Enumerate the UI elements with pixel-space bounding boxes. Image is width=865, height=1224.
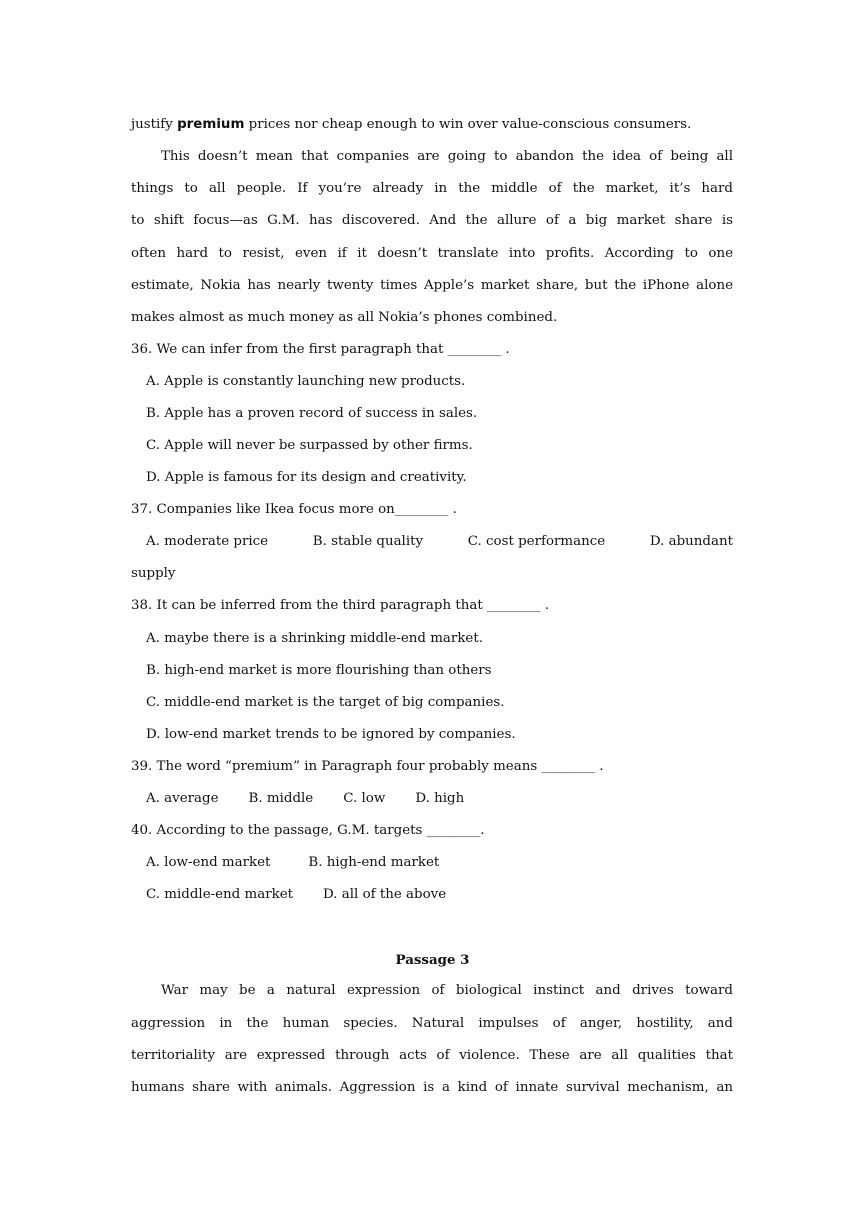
question-stem: 36. We can infer from the first paragraph that ________ . <box>131 342 510 357</box>
question-stem: 37. Companies like Ikea focus more on________ . <box>131 502 457 517</box>
answer-option: D. all of the above <box>323 887 447 902</box>
answer-option: A. maybe there is a shrinking middle-end market. <box>146 631 483 646</box>
answer-option: B. high-end market <box>308 855 440 870</box>
text-run: justify <box>131 117 178 132</box>
answer-option: A. average <box>146 791 219 806</box>
answer-options-row <box>146 789 733 809</box>
question-stem: 39. The word “premium” in Paragraph four probably means ________ . <box>131 759 604 774</box>
paragraph-line: This doesn’t mean that companies are going to abandon the idea of being all <box>161 149 733 164</box>
answer-options-row <box>146 885 733 905</box>
answer-option: A. Apple is constantly launching new products. <box>146 374 466 389</box>
answer-option: D. low-end market trends to be ignored by companies. <box>146 727 516 742</box>
answer-option: D. abundant <box>649 534 733 549</box>
answer-option: D. high <box>415 791 465 806</box>
answer-option: B. Apple has a proven record of success in sales. <box>146 406 478 421</box>
answer-option: B. high-end market is more flourishing than others <box>146 663 492 678</box>
paragraph-line: territoriality are expressed through acts of violence. These are all qualities that <box>131 1048 733 1063</box>
answer-option: C. Apple will never be surpassed by other firms. <box>146 438 473 453</box>
paragraph-line <box>131 115 733 135</box>
option-continuation: supply <box>131 566 176 581</box>
answer-option: C. middle-end market <box>146 887 294 902</box>
section-title: Passage 3 <box>395 952 470 968</box>
answer-option: B. stable quality <box>312 534 424 549</box>
paragraph-line: estimate, Nokia has nearly twenty times Apple’s market share, but the iPhone alone <box>131 278 733 293</box>
answer-option: D. Apple is famous for its design and creativity. <box>146 470 467 485</box>
bold-word: premium <box>177 117 245 132</box>
paragraph-line: to shift focus—as G.M. has discovered. And the allure of a big market share is <box>131 213 733 228</box>
paragraph-line: aggression in the human species. Natural impulses of anger, hostility, and <box>131 1016 733 1031</box>
answer-option: C. cost performance <box>467 534 606 549</box>
answer-option: C. middle-end market is the target of big companies. <box>146 695 505 710</box>
paragraph-line: makes almost as much money as all Nokia’s phones combined. <box>131 310 558 325</box>
question-stem: 40. According to the passage, G.M. targets ________. <box>131 823 485 838</box>
answer-option: B. middle <box>248 791 314 806</box>
paragraph-line: often hard to resist, even if it doesn’t translate into profits. According to one <box>131 246 733 261</box>
paragraph-line: things to all people. If you’re already in the middle of the market, it’s hard <box>131 181 733 196</box>
answer-options-row <box>146 532 733 552</box>
paragraph-line: humans share with animals. Aggression is a kind of innate survival mechanism, an <box>131 1080 733 1095</box>
question-stem: 38. It can be inferred from the third paragraph that ________ . <box>131 598 550 613</box>
answer-option: A. moderate price <box>146 534 269 549</box>
answer-option: C. low <box>343 791 386 806</box>
paragraph-line: War may be a natural expression of biological instinct and drives toward <box>161 983 733 998</box>
answer-option: A. low-end market <box>146 855 271 870</box>
answer-options-row <box>146 853 733 873</box>
text-run: prices nor cheap enough to win over value-conscious consumers. <box>244 117 692 132</box>
